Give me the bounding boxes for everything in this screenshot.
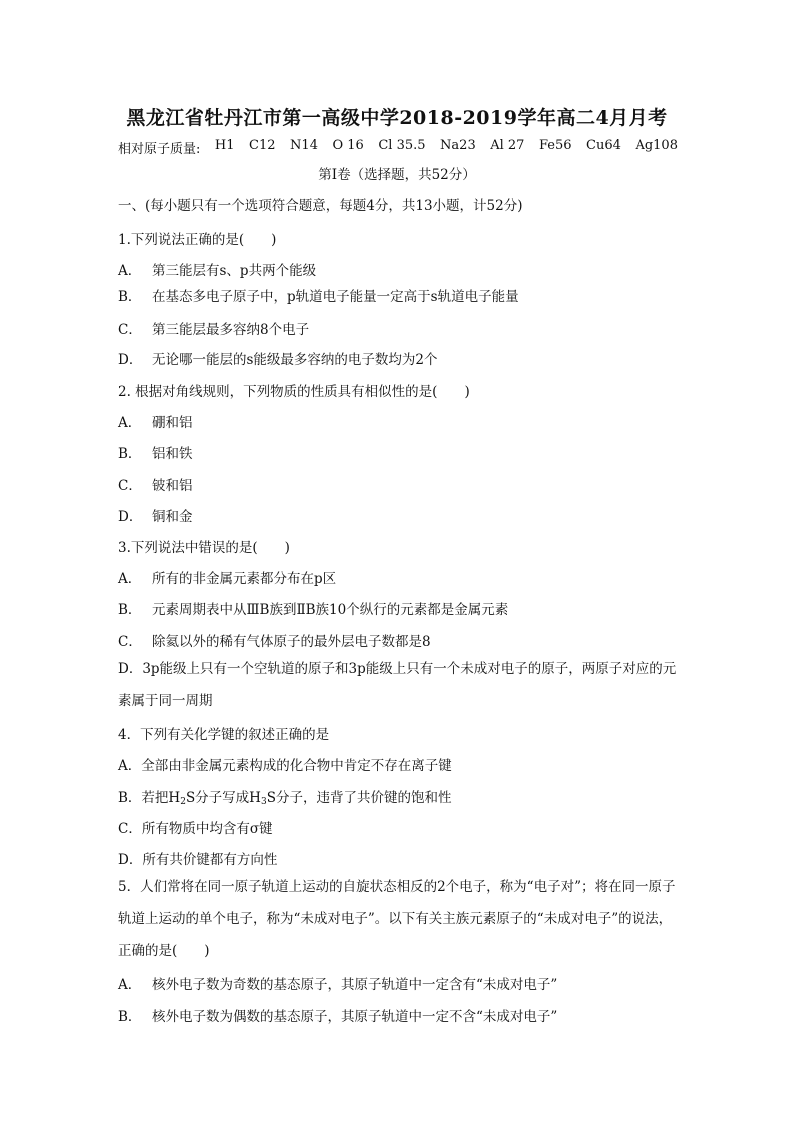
option-text: 所有物质中均含有σ键: [141, 821, 273, 837]
option-text: 第三能层最多容纳8个电子: [152, 322, 310, 338]
option-text: 所有共价键都有方向性: [142, 852, 278, 868]
option-text-part: 若把H: [141, 790, 181, 806]
question-4-option-d: [118, 848, 277, 868]
question-3-option-d: [118, 653, 678, 717]
exam-title: 黑龙江省牡丹江市第一高级中学2018-2019学年高二4月月考: [126, 107, 668, 129]
option-text-part: S分子写成H: [185, 790, 261, 806]
question-1-option-c: [118, 318, 309, 338]
option-label: A．: [118, 977, 142, 993]
atomic-mass-item: Cl 35.5: [378, 138, 426, 153]
subscript: 2: [180, 797, 186, 807]
question-1-option-d: [118, 348, 438, 368]
question-2-option-d: [118, 505, 193, 525]
subscript: 3: [260, 797, 267, 807]
atomic-masses-line: [118, 138, 678, 157]
option-label: A．: [118, 415, 142, 431]
option-text: 所有的非金属元素都分布在p区: [152, 571, 337, 587]
option-label: B．: [118, 289, 142, 305]
option-label: A．: [118, 571, 142, 587]
question-3-option-b: [118, 598, 508, 618]
question-3-option-a: [118, 567, 336, 587]
option-text: 核外电子数为奇数的基态原子，其原子轨道中一定含有“未成对电子”: [152, 977, 558, 993]
atomic-mass-item: C12: [249, 138, 276, 153]
question-2-stem: 2. 根据对角线规则，下列物质的性质具有相似性的是( ): [118, 384, 470, 400]
option-text: 铝和铁: [152, 446, 193, 462]
question-1-option-a: [118, 259, 316, 279]
option-text: 元素周期表中从ⅢB族到ⅡB族10个纵行的元素都是金属元素: [152, 602, 509, 618]
question-1-option-b: [118, 285, 519, 305]
option-label: A．: [118, 263, 142, 279]
question-4-option-b: [118, 786, 451, 807]
option-label: C．: [118, 322, 142, 338]
option-text: 核外电子数为偶数的基态原子，其原子轨道中一定不含“未成对电子”: [152, 1009, 558, 1025]
option-label: C．: [118, 478, 142, 494]
atomic-mass-item: N14: [290, 138, 318, 153]
atomic-mass-item: Al 27: [490, 138, 525, 153]
question-2-option-a: [118, 411, 193, 431]
option-text: 全部由非金属元素构成的化合物中肯定不存在离子键: [141, 758, 452, 774]
option-label: C．: [118, 634, 142, 650]
option-text: 铜和金: [152, 509, 193, 525]
option-text: 铍和铝: [152, 478, 193, 494]
option-text-part: S分子，违背了共价键的饱和性: [266, 790, 452, 806]
option-text: 无论哪一能层的s能级最多容纳的电子数均为2个: [152, 352, 438, 368]
question-3-option-c: [118, 630, 431, 650]
atomic-masses-label: 相对原子质量:: [118, 142, 201, 157]
option-label: B．: [118, 602, 142, 618]
option-text: 第三能层有s、p共两个能级: [152, 263, 317, 279]
option-label: D．: [118, 852, 143, 868]
option-text: 硼和铝: [152, 415, 193, 431]
option-label: B．: [118, 446, 142, 462]
question-3-stem: 3.下列说法中错误的是( ): [118, 540, 290, 556]
question-5-option-b: [118, 1005, 557, 1025]
atomic-mass-item: O 16: [332, 138, 364, 153]
question-4-option-c: [118, 817, 273, 837]
option-label: D．: [118, 509, 143, 525]
question-1-stem: 1.下列说法正确的是( ): [118, 232, 277, 248]
option-text: 在基态多电子原子中，p轨道电子能量一定高于s轨道电子能量: [152, 289, 519, 305]
option-label: B．: [118, 790, 142, 806]
option-label: C．: [118, 821, 142, 837]
atomic-mass-item: Fe56: [538, 138, 572, 153]
option-text: 3p能级上只有一个空轨道的原子和3p能级上只有一个未成对电子的原子，两原子对应的元素属于同一周期: [118, 661, 677, 709]
question-2-option-c: [118, 474, 193, 494]
question-2-option-b: [118, 442, 193, 462]
option-label: D．: [118, 352, 143, 368]
option-text: 除氦以外的稀有气体原子的最外层电子数都是8: [152, 634, 431, 650]
section-title: 第I卷（选择题，共52分）: [318, 167, 476, 183]
atomic-mass-item: Ag108: [635, 138, 678, 153]
question-5-option-a: [118, 973, 557, 993]
question-4-option-a: [118, 754, 452, 774]
atomic-mass-item: Na23: [440, 138, 476, 153]
question-5-stem: 5．人们常将在同一原子轨道上运动的自旋状态相反的2个电子，称为“电子对”；将在同一原子轨道上运动的单个电子，称为“未成对电子”。以下有关主族元素原子的“未成对电子”的说法，正确的是( ): [118, 879, 676, 959]
question-4-stem: 4．下列有关化学键的叙述正确的是: [118, 727, 330, 743]
atomic-mass-item: H1: [214, 138, 235, 153]
instructions: 一、(每小题只有一个选项符合题意，每题4分，共13小题，计52分): [118, 198, 523, 214]
option-label: A．: [118, 758, 142, 774]
atomic-mass-item: Cu64: [586, 138, 621, 153]
option-label: D．: [118, 661, 143, 677]
option-label: B．: [118, 1009, 142, 1025]
